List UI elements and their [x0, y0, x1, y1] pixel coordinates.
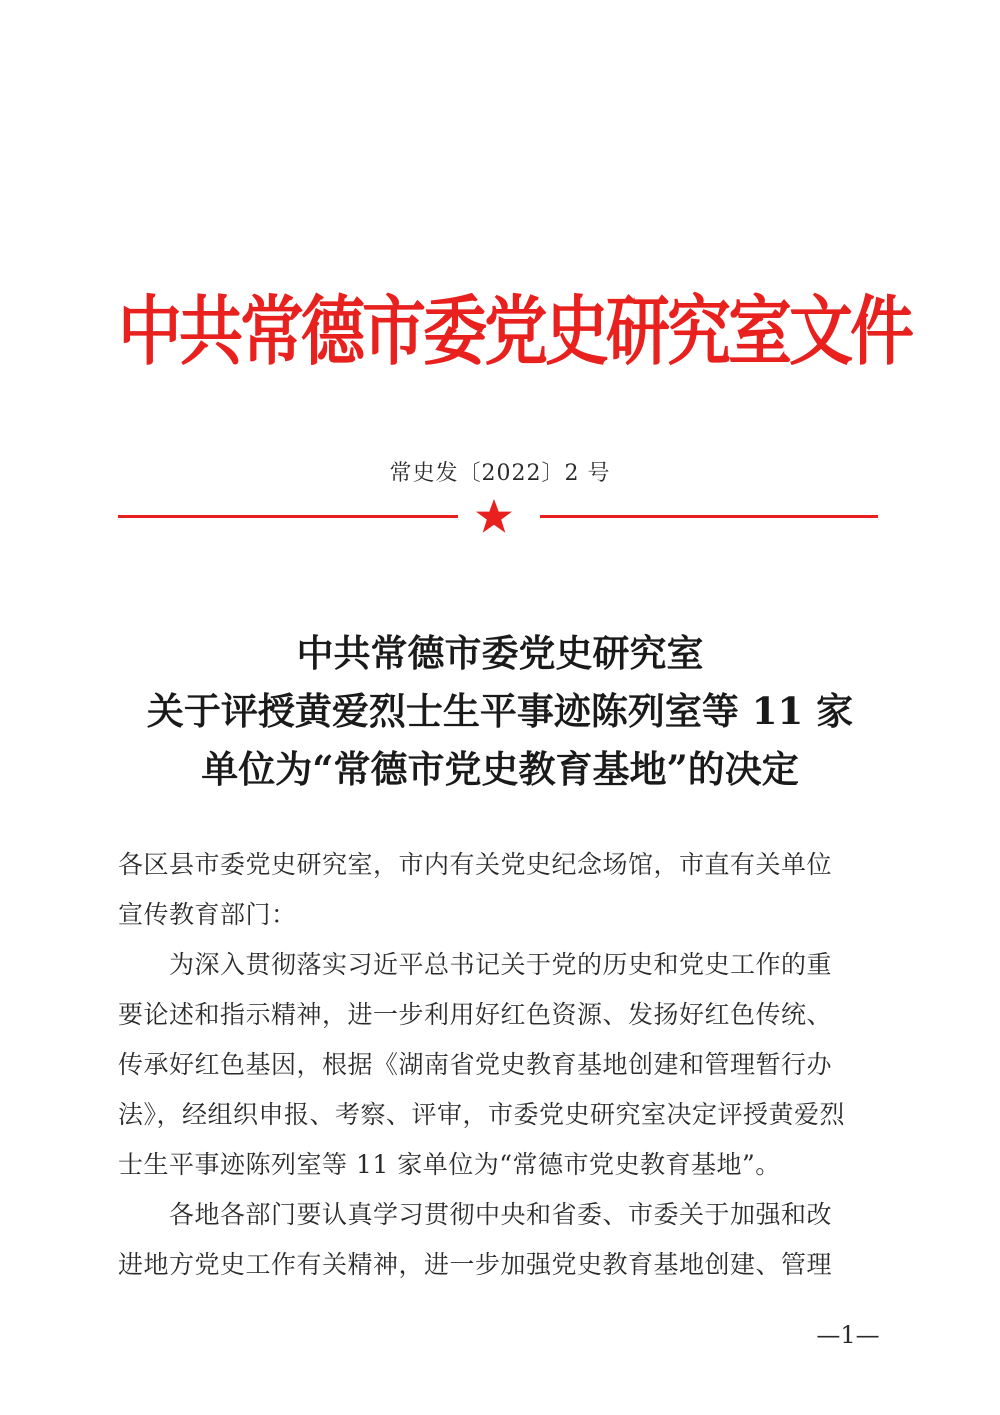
- body-line: 各地各部门要认真学习贯彻中央和省委、市委关于加强和改: [118, 1200, 833, 1229]
- body-line: 为深入贯彻落实习近平总书记关于党的历史和党史工作的重: [118, 950, 833, 979]
- document-title-line-3: 单位为“常德市党史教育基地”的决定: [201, 747, 799, 791]
- page-number: —1—: [816, 1321, 880, 1349]
- body-line: 宣传教育部门：: [118, 900, 297, 929]
- body-line: 传承好红色基因，根据《湖南省党史教育基地创建和管理暂行办: [118, 1050, 833, 1079]
- masthead-title: 中共常德市委党史研究室文件: [118, 288, 911, 377]
- star-icon: [474, 497, 514, 537]
- body-line: 进地方党史工作有关精神，进一步加强党史教育基地创建、管理: [118, 1250, 833, 1279]
- body-line: 各区县市委党史研究室，市内有关党史纪念场馆，市直有关单位: [118, 850, 833, 879]
- document-title-line-2: 关于评授黄爱烈士生平事迹陈列室等 11 家: [146, 689, 854, 733]
- body-line: 要论述和指示精神，进一步利用好红色资源、发扬好红色传统、: [118, 1000, 833, 1029]
- red-rule-right: [540, 515, 878, 518]
- red-rule-left: [118, 515, 458, 518]
- body-line: 法》，经组织申报、考察、评审，市委党史研究室决定评授黄爱烈: [118, 1100, 846, 1129]
- body-line: 士生平事迹陈列室等 11 家单位为“常德市党史教育基地”。: [118, 1150, 781, 1179]
- document-number: 常史发〔2022〕2 号: [389, 461, 611, 486]
- document-title-line-1: 中共常德市委党史研究室: [296, 631, 704, 675]
